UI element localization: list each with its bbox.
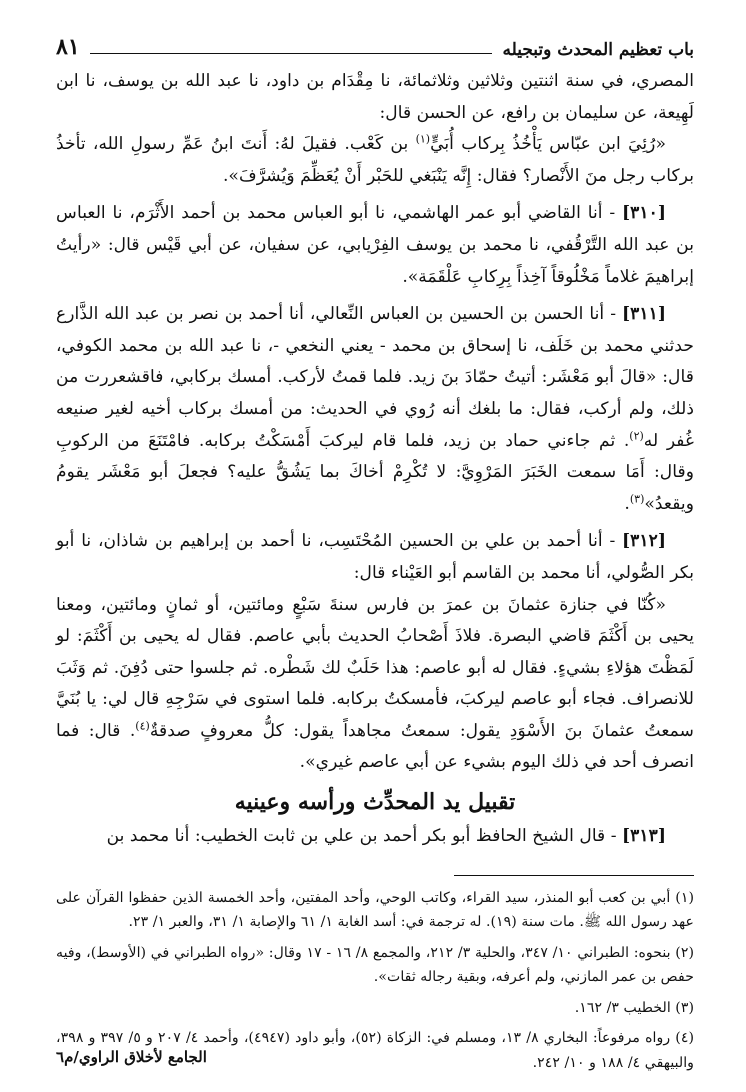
- hadith-number: [٣١١]: [622, 304, 666, 325]
- quote-paragraph: [56, 590, 694, 780]
- hadith-313: [56, 821, 694, 853]
- paragraph-text: «رُئِيَ ابن عبّاس يَأْخُذُ بِركاب أُبَيٍّ: [430, 134, 666, 155]
- paragraph-text: - أنا القاضي أبو عمر الهاشمي، نا أبو العباس محمد بن أحمد الأَثْرَم، نا العباس بن عبد الله التَّرْقُفي، نا محمد بن يوسف الفِرْيابي، عن سفيان، عن أبي قَيْس قال: «رأيتُ إبراهيمَ غلاماً مَخْلُوقاً آخِذاً بِرِكابِ عَلْقَمَة».: [56, 203, 694, 287]
- running-title: باب تعظيم المحدث وتبجيله: [502, 40, 694, 60]
- hadith-number: [٣١٢]: [622, 531, 666, 552]
- paragraph-text: «كُنّا في جنازة عثمانَ بن عمرَ بن فارس سنةَ سَبْعٍ ومائتين، أو ثمانٍ ومائتين، ومعنا يحيى بن أَكْثَمَ قاضي البصرة. فلاذَ أَصْحابُ الحديث بأبي عاصم. فقال له يحيى بن أَكْثَمَ: لو لَمَظْتَ هؤلاءِ بشيءٍ. فقال له أبو عاصم: هذا حَلَبٌ لك شَطْره. ثم جلسوا حتى دُفِنَ. ثم وَثَبَ للانصراف. فجاء أبو عاصم ليركبَ، فأمسكتُ بركابه. فلما استوى في سَرْجِهِ قال لي: يا بُنَيَّ سمعتُ عثمانَ بنَ الأَسْوَدِ يقول: سمعتُ مجاهداً يقول: كلُّ معروفٍ صدقةٌ: [56, 594, 694, 741]
- paragraph: [56, 66, 694, 129]
- footnote-ref[interactable]: (١): [415, 132, 431, 146]
- hadith-311: [56, 299, 694, 520]
- paragraph-text: بن كَعْب. فقيلَ لهُ: أَنتَ ابنُ عَمِّ رسولِ الله، تأخذُ بركاب رجل منَ الأَنْصار؟ فقال: إِنَّه يَنْبَغي للحَبْر أَنْ يُعَظِّمَ وَيُشرَّفَ».: [56, 134, 694, 186]
- footnote: (٤) رواه مرفوعاً: البخاري ٨/ ١٣، ومسلم في: الزكاة (٥٢)، وأبو داود (٤٩٤٧)، وأحمد ٤/ ٢٠٧ و ٥/ ٣٩٧ و ٣٩٨، والبيهقي ٤/ ١٨٨ و ١٠/ ٢٤٢.: [56, 1030, 695, 1071]
- footnote-ref[interactable]: (٢): [629, 428, 644, 442]
- footnote: (١) أبي بن كعب أبو المنذر، سيد القراء، وكاتب الوحي، وأحد المفتين، وأحد الخمسة الذين حفظوا القرآن على عهد رسول الله ﷺ. مات سنة (١٩). له ترجمة في: أسد الغابة ١/ ٦١ والإصابة ١/ ٣١، والعبر ١/ ٢٣.: [56, 889, 694, 931]
- page-number: ٨١: [56, 34, 80, 60]
- hadith-312: [56, 526, 694, 589]
- paragraph-text: . قال: فما انصرف أحد في ذلك اليوم بشيء عن أبي عاصم غيري».: [56, 720, 694, 773]
- running-header: [56, 30, 694, 60]
- paragraph-text: - أنا الحسن بن الحسين بن العباس النِّعالي، أنا أحمد بن نصر بن عبد الله الذَّارع حدثني محمد بن خَلَف، نا إسحاق بن محمد - يعني النخعي -، نا عبد الله بن محمد الكوفي، قال: «قالَ أبو مَعْشَر: أتيتُ حمّادَ بنَ زيد. فلما قمتُ لأركب. أمسك بركابي، فاقشعررت من ذلك، ولم أركب، فقال: ما بلغك أنه رُوي في الحديث: من أمسك بركاب أخيه لغير صنيعه غُفر له: [56, 304, 694, 451]
- hadith-number: [٣١٠]: [622, 203, 666, 224]
- footnote-ref[interactable]: (٤): [135, 719, 150, 733]
- footnote-rule: [454, 875, 694, 876]
- footnote: (٣) الخطيب ٣/ ١٦٢.: [574, 999, 694, 1016]
- paragraph-text: - أنا أحمد بن علي بن الحسين المُحْتَسِب، نا أحمد بن إبراهيم بن شاذان، نا أبو بكر الصُّولي، أنا محمد بن القاسم أبو العَيْناء قال:: [56, 531, 694, 583]
- hadith-number: [٣١٣]: [622, 826, 666, 847]
- body-text: [56, 66, 694, 853]
- section-heading: تقبيل يد المحدِّث ورأسه وعينيه: [234, 789, 516, 816]
- paragraph-text: - قال الشيخ الحافظ أبو بكر أحمد بن علي بن ثابت الخطيب: أنا محمد بن: [106, 826, 623, 847]
- paragraph-text: .: [624, 493, 630, 514]
- footnote-ref[interactable]: (٣): [629, 491, 645, 505]
- footnotes: [56, 886, 694, 1076]
- paragraph-text: . ثم جاءني حماد بن زيد، فلما قام ليركبَ أَمْسَكْتُ بركابه. فامْتَنَعَ من الركوبِ وقال: أَمَا سمعت الخَبَرَ المَرْوِيَّ: لا تُكْرِمْ أخاكَ بما يَشُقُّ عليه؟ فجعلَ أبو مَعْشَر يقومُ ويقعدُ»: [56, 430, 694, 514]
- quote-paragraph: [56, 129, 694, 192]
- book-signature: الجامع لأخلاق الراوي/م٦: [56, 1048, 207, 1066]
- hadith-310: [56, 198, 694, 293]
- paragraph-text: المصري، في سنة اثنتين وثلاثين وثلاثمائة، نا مِقْدَام بن داود، نا عبد الله بن يوسف، نا ابن لَهِيعة، عن سليمان بن رافع، عن الحسن قال:: [56, 71, 694, 123]
- footnote: (٢) بنحوه: الطبراني ١٠/ ٣٤٧، والحلية ٣/ ٢١٢، والمجمع ٨/ ١٦ - ١٧ وقال: «رواه الطبراني في (الأوسط)، وفيه حفص بن عمر المازني، ولم أعرفه، وبقية رجاله ثقات».: [56, 944, 695, 986]
- header-rule: [90, 53, 493, 54]
